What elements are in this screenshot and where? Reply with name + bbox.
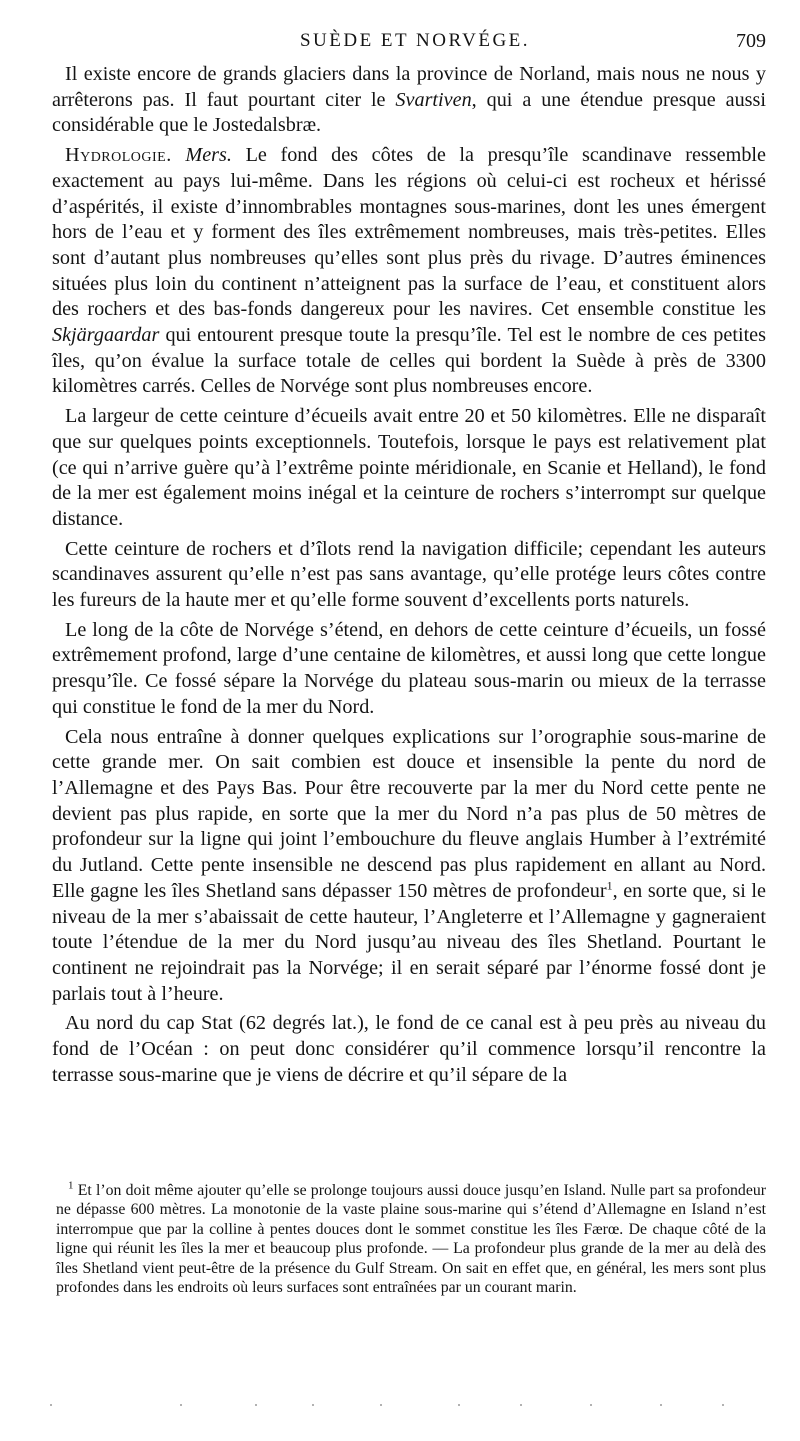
paragraph-navigation: Cette ceinture de rochers et d’îlots rend la navigation difficile; cependant les auteurs scandinaves assurent qu’elle n’est pas sans avantage, qu’elle protége leurs côtes contre les fureurs de la haute mer et qu’elle forme souvent d’excellents ports naturels.: [52, 537, 766, 612]
paragraph-text: , en sorte que, si le niveau de la mer s’abaissait de cette hauteur, l’Angleterre et l’Allemagne y gagneraient toute l’étendue de la mer du Nord jusqu’au niveau des îles Shetland. Pourtant le continent ne rejoindrait pas la Norvége; il en serait séparé par l’énorme fossé dont je parlais tout à l’heure.: [52, 879, 766, 1005]
paragraph-text: Il existe encore de grands glaciers dans la province de Norland, mais nous ne nous y arrêterons pas. Il faut pourtant citer le: [52, 63, 766, 111]
paragraph-fosse: Le long de la côte de Norvége s’étend, en dehors de cette ceinture d’écueils, un fossé extrêmement profond, large d’une centaine de kilomètres, et aussi long que cette longue presqu’île. Ce fossé sépare la Norvége du plateau sous-marin ou mieux de la terrasse qui constitue le fond de la mer du Nord.: [52, 618, 766, 718]
place-name-italic: Svartiven: [395, 88, 472, 111]
paragraph-glaciers: [52, 62, 766, 139]
subsection-heading: Mers.: [185, 144, 232, 167]
footnote-text: Et l’on doit même ajouter qu’elle se prolonge toujours aussi douce jusqu’en Island. Nulle part sa profondeur ne dépasse 600 mètres. La monotonie de la vaste plaine sous-marine qui s’étend d’Allemagne en Island n’est interrompue que par la colline à pentes douces dont le sommet constitue les îles Færœ. De chaque côté de la ligne qui réunit les îles la mer et beaucoup plus profonde. — La profondeur plus grande de la mer au delà des îles Shetland vient peut-être de la présence du Gulf Stream. On sait en effet que, en général, les mers sont plus profondes dans les endroits où leurs surfaces sont entraînées par un courant marin.: [56, 1182, 766, 1297]
running-head: [64, 30, 766, 60]
paragraph-text: , qui a une étendue presque aussi considérable que le Jostedalsbræ.: [52, 88, 766, 137]
paragraph-text: qui entourent presque toute la presqu’île. Tel est le nombre de ces petites îles, qu’on évalue la surface totale de celles qui bordent la Suède à près de 3300 kilomètres carrés. Celles de Norvége sont plus nombreuses encore.: [52, 324, 766, 398]
paragraph-cap-stat: Au nord du cap Stat (62 degrés lat.), le fond de ce canal est à peu près au niveau du fond de l’Océan : on peut donc considérer qu’il commence lorsqu’il rencontre la terrasse sous-marine que je viens de décrire et qu’il sépare de la: [52, 1012, 766, 1086]
footnote-marker: 1: [68, 1179, 74, 1192]
footnote-reference[interactable]: 1: [606, 878, 613, 893]
footnotes: [56, 1181, 766, 1297]
running-title: SUÈDE ET NORVÉGE.: [299, 30, 531, 51]
section-heading: Hydrologie.: [65, 144, 172, 167]
paragraph-ceinture-largeur: La largeur de cette ceinture d’écueils avait entre 20 et 50 kilomètres. Elle ne disparaît que sur quelques points exceptionnels. Toutefois, lorsque le pays est relativement plat (ce qui n’arrive guère qu’à l’extrême pointe méridionale, en Scanie et Helland), le fond de la mer est également moins inégal et la ceinture de rochers s’interrompt sur quelque distance.: [52, 405, 766, 530]
body-text: [52, 62, 766, 1088]
print-specks: [50, 1404, 750, 1410]
paragraph-hydrologie: [52, 143, 766, 400]
paragraph-orographie: [52, 725, 766, 1008]
page-number: 709: [736, 30, 766, 52]
paragraph-text: Cela nous entraîne à donner quelques explications sur l’orographie sous-marine de cette grande mer. On sait combien est douce et insensible la pente du nord de l’Allemagne et des Pays Bas. Pour être recouverte par la mer du Nord cette pente ne devient pas plus rapide, en sorte que la mer du Nord n’a pas plus de 50 mètres de profondeur sur la ligne qui joint l’embouchure du fleuve anglais Humber à l’extrémité du Jutland. Cette pente insensible ne descend pas plus rapidement en allant au Nord. Elle gagne les îles Shetland sans dépasser 150 mètres de profondeur: [52, 725, 766, 902]
footnote: [56, 1181, 766, 1297]
term-italic: Skjärgaardar: [52, 324, 160, 347]
paragraph-text: Le fond des côtes de la presqu’île scandinave ressemble exactement au pays lui-même. Dans les régions où celui-ci est rocheux et hérissé d’aspérités, il existe d’innombrables montagnes sous-marines, dont les unes émergent hors de l’eau et y forment des îles extrêmement nombreuses, mais très-petites. Elles sont d’autant plus nombreuses qu’elles sont plus près du rivage. D’autres éminences situées plus loin du continent n’atteignent pas la surface de l’eau, et constituent alors des rochers et des bas-fonds dangereux pour les navires. Cet ensemble constitue les: [52, 144, 766, 321]
